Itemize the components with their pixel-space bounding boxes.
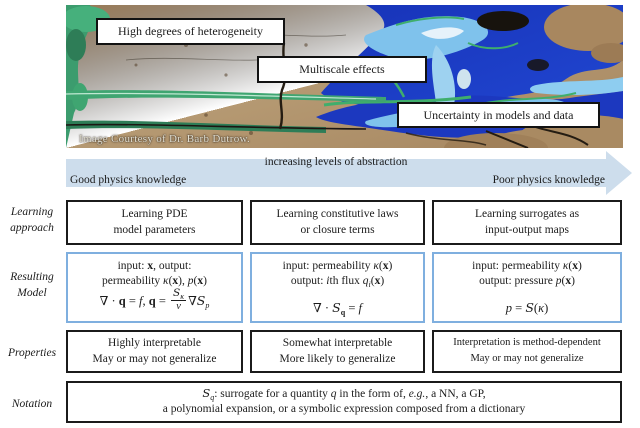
callout-heterogeneity	[96, 18, 285, 45]
properties-box-1: Highly interpretable May or may not generalize	[66, 330, 243, 373]
approach-box-surrogates: Learning surrogates as input-output maps	[432, 200, 622, 245]
model-box-pde-parameters	[66, 252, 243, 323]
approach-box-constitutive-laws: Learning constitutive laws or closure terms	[250, 200, 425, 245]
row-label-notation: Notation	[11, 398, 53, 410]
row-label-learning-approach: Learning approach	[10, 206, 54, 234]
callout-uncertainty	[397, 102, 600, 128]
model-io-1: input: x, output: permeability κ(x), p(x)	[102, 260, 207, 287]
model-io-2: input: permeability κ(x) output: ith flux $q_i(x)$	[282, 260, 393, 289]
arrow-right-label: Poor physics knowledge	[492, 174, 605, 186]
image-credit-caption: Image Courtesy of Dr. Barb Dutrow.	[79, 133, 251, 145]
model-equation-3: p = S(κ)	[505, 300, 549, 315]
properties-box-3: Interpretation is method-dependent May or may not generalize	[432, 330, 622, 373]
fraction: $\frac{S_\kappa}{\nu}$	[173, 287, 185, 312]
callout-multiscale-label: Multiscale effects	[299, 62, 385, 76]
abstraction-arrow	[66, 150, 632, 196]
notation-line-2: a polynomial expansion, or a symbolic expression composed from a dictionary	[162, 403, 526, 415]
approach-box-pde-parameters: Learning PDE model parameters	[66, 200, 243, 245]
model-box-surrogate	[432, 252, 622, 323]
arrow-left-label: Good physics knowledge	[70, 174, 187, 186]
notation-line-1: $S_q$: surrogate for a quantity q in the form of, e.g., a NN, a GP,	[202, 386, 486, 402]
row-label-resulting-model: Resulting Model	[10, 271, 54, 299]
model-equation-1: ∇ · q = f, q = $\frac{S_\kappa}{\nu}$ $\nabla S_p$	[99, 287, 210, 312]
callout-multiscale	[257, 56, 427, 83]
arrow-title: increasing levels of abstraction	[264, 156, 408, 168]
properties-box-2: Somewhat interpretable More likely to generalize	[250, 330, 425, 373]
model-io-3: input: permeability κ(x) output: pressure p(x)	[472, 260, 582, 287]
model-box-constitutive	[250, 252, 425, 323]
rock-thin-section-image	[66, 5, 623, 148]
callout-heterogeneity-label: High degrees of heterogeneity	[118, 24, 263, 38]
callout-uncertainty-label: Uncertainty in models and data	[423, 107, 574, 122]
model-equation-2: ∇ · $S_q = f$	[313, 300, 362, 317]
notation-box	[66, 381, 622, 423]
row-label-properties: Properties	[7, 347, 57, 359]
